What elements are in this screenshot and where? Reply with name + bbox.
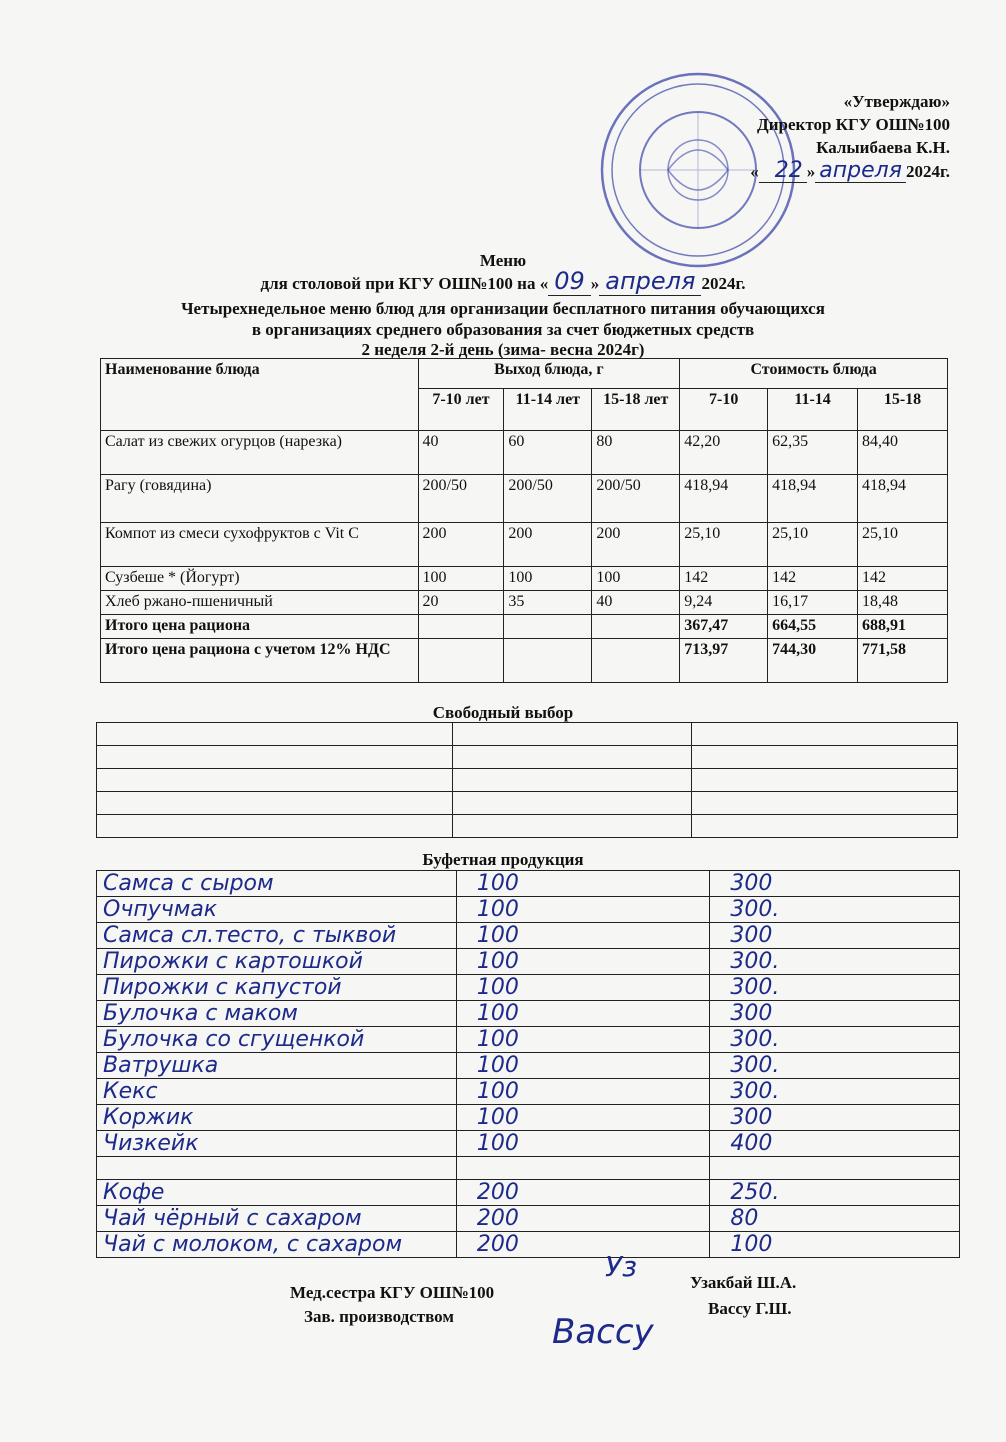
- approval-block: [750, 90, 950, 183]
- approve-heading: «Утверждаю»: [843, 92, 950, 111]
- buffet-item-name: [97, 1157, 457, 1180]
- approve-director-name: Калыибаева К.Н.: [816, 138, 950, 157]
- col-cost: Стоимость блюда: [680, 359, 948, 389]
- approve-date-month: апреля: [815, 159, 906, 183]
- table-row: Компот из смеси сухофруктов с Vit C 200 200 200 25,10 25,10 25,10: [101, 523, 948, 567]
- buffet-item-weight: 100: [456, 923, 710, 949]
- approve-director: Директор КГУ ОШ№100: [757, 115, 950, 134]
- buffet-item-price: [710, 1157, 960, 1180]
- buffet-row: [97, 1053, 960, 1079]
- buffet-item-price: 300: [710, 1001, 960, 1027]
- buffet-row: [97, 1001, 960, 1027]
- free-choice-title: Свободный выбор: [432, 703, 574, 722]
- buffet-row: [97, 923, 960, 949]
- buffet-item-weight: 200: [456, 1180, 710, 1206]
- buffet-row: [97, 871, 960, 897]
- buffet-item-name: Самса сл.тесто, с тыквой: [97, 923, 457, 949]
- buffet-item-weight: 100: [456, 949, 710, 975]
- buffet-table: [96, 870, 960, 1258]
- total-row: Итого цена рациона 367,47 664,55 688,91: [101, 615, 948, 639]
- buffet-item-name: Булочка с маком: [97, 1001, 457, 1027]
- buffet-item-price: 100: [710, 1232, 960, 1258]
- buffet-item-weight: 100: [456, 1027, 710, 1053]
- production-head-name: Вассу Г.Ш.: [708, 1299, 792, 1318]
- page-title: Меню: [479, 251, 527, 270]
- table-row: Сузбеше * (Йогурт) 100 100 100 142 142 142: [101, 567, 948, 591]
- buffet-item-price: 300: [710, 923, 960, 949]
- buffet-item-price: 300.: [710, 897, 960, 923]
- free-choice-table: [96, 722, 958, 838]
- age-header: 11-14 лет: [504, 389, 592, 431]
- buffet-item-weight: 100: [456, 1079, 710, 1105]
- buffet-row: [97, 975, 960, 1001]
- buffet-row: [97, 1180, 960, 1206]
- buffet-item-price: 80: [710, 1206, 960, 1232]
- age-header: 7-10 лет: [418, 389, 504, 431]
- buffet-item-name: Коржик: [97, 1105, 457, 1131]
- buffet-item-weight: 100: [456, 1131, 710, 1157]
- buffet-item-price: 400: [710, 1131, 960, 1157]
- buffet-item-weight: 100: [456, 1053, 710, 1079]
- buffet-item-weight: 100: [456, 975, 710, 1001]
- buffet-item-name: Булочка со сгущенкой: [97, 1027, 457, 1053]
- nurse-title: Мед.сестра КГУ ОШ№100: [290, 1283, 495, 1302]
- production-head-title: Зав. производством: [304, 1307, 454, 1326]
- menu-date-line: для столовой при КГУ ОШ№100 на « 09 » апреля 2024г.: [260, 267, 746, 295]
- table-row: Рагу (говядина) 200/50 200/50 200/50 418,94 418,94 418,94: [101, 475, 948, 523]
- approve-date: « 22 » апреля 2024г.: [750, 158, 950, 183]
- buffet-item-weight: 100: [456, 871, 710, 897]
- age-header: 15-18 лет: [592, 389, 680, 431]
- buffet-title: Буфетная продукция: [422, 850, 584, 869]
- buffet-item-weight: 100: [456, 897, 710, 923]
- table-row: Салат из свежих огурцов (нарезка) 40 60 80 42,20 62,35 84,40: [101, 431, 948, 475]
- cost-age-header: 15-18: [858, 389, 948, 431]
- buffet-item-name: Чизкейк: [97, 1131, 457, 1157]
- buffet-row: [97, 1206, 960, 1232]
- buffet-row: [97, 1157, 960, 1180]
- total-vat-row: Итого цена рациона с учетом 12% НДС 713,97 744,30 771,58: [101, 639, 948, 683]
- production-head-signature: Вассу: [552, 1312, 654, 1352]
- buffet-item-weight: [456, 1157, 710, 1180]
- buffet-row: [97, 897, 960, 923]
- buffet-item-price: 300.: [710, 1079, 960, 1105]
- buffet-row: [97, 1131, 960, 1157]
- cost-age-header: 11-14: [768, 389, 858, 431]
- menu-description: Четырехнедельное меню блюд для организации бесплатного питания обучающихся: [181, 299, 825, 318]
- buffet-item-weight: 100: [456, 1001, 710, 1027]
- buffet-item-name: Самса с сыром: [97, 871, 457, 897]
- buffet-item-price: 300: [710, 871, 960, 897]
- buffet-item-name: Кекс: [97, 1079, 457, 1105]
- buffet-item-weight: 100: [456, 1105, 710, 1131]
- nurse-signature: Уз: [605, 1250, 637, 1283]
- cost-age-header: 7-10: [680, 389, 768, 431]
- buffet-item-weight: 200: [456, 1206, 710, 1232]
- buffet-item-name: Кофе: [97, 1180, 457, 1206]
- buffet-item-price: 300.: [710, 949, 960, 975]
- buffet-item-weight: 200: [456, 1232, 710, 1258]
- buffet-item-price: 250.: [710, 1180, 960, 1206]
- buffet-item-price: 300.: [710, 975, 960, 1001]
- buffet-item-name: Очпучмак: [97, 897, 457, 923]
- menu-date-day: 09: [548, 267, 591, 296]
- buffet-item-price: 300.: [710, 1027, 960, 1053]
- table-row: Хлеб ржано-пшеничный 20 35 40 9,24 16,17 18,48: [101, 591, 948, 615]
- buffet-item-price: 300.: [710, 1053, 960, 1079]
- buffet-item-price: 300: [710, 1105, 960, 1131]
- buffet-item-name: Ватрушка: [97, 1053, 457, 1079]
- menu-week-day: 2 неделя 2-й день (зима- весна 2024г): [361, 340, 645, 359]
- col-dish-name: Наименование блюда: [101, 359, 419, 431]
- approve-date-day: 22: [759, 159, 807, 183]
- buffet-row: [97, 949, 960, 975]
- buffet-item-name: Пирожки с картошкой: [97, 949, 457, 975]
- buffet-row: [97, 1079, 960, 1105]
- col-output: Выход блюда, г: [418, 359, 680, 389]
- buffet-item-name: Чай чёрный с сахаром: [97, 1206, 457, 1232]
- buffet-item-name: Пирожки с капустой: [97, 975, 457, 1001]
- menu-table: [100, 358, 948, 683]
- buffet-row: [97, 1232, 960, 1258]
- menu-date-month: апреля: [599, 267, 701, 296]
- menu-description-2: в организациях среднего образования за счет бюджетных средств: [251, 320, 755, 339]
- buffet-item-name: Чай с молоком, с сахаром: [97, 1232, 457, 1258]
- nurse-name: Узакбай Ш.А.: [690, 1273, 797, 1292]
- buffet-row: [97, 1027, 960, 1053]
- buffet-row: [97, 1105, 960, 1131]
